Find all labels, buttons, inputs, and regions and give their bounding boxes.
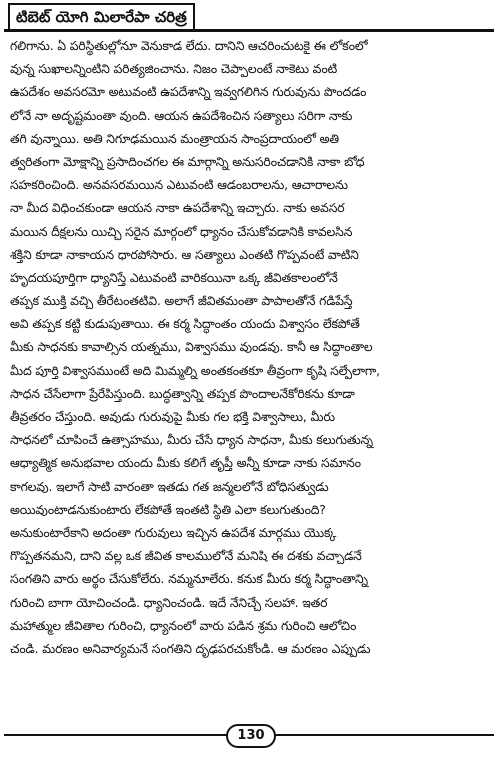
text-line: సాధన చేసేలాగా ప్రేరేపిస్తుంది. బుద్ధత్వాన్ని తప్పక పొందాలనేకోరికను కూడా (10, 385, 355, 401)
text-line: సంగతిని వారు అర్థం చేసుకోలేరు. నమ్మనూలేరు. కనుక మీరు కర్మ సిద్ధాంతాన్ని (10, 571, 368, 587)
book-title: టిబెట్ యోగి మిలారేపా చరిత్ర (8, 3, 195, 29)
page-number: 130 (226, 724, 276, 748)
text-line: సహకరించింది. అనవసరమయిన ఎటువంటి ఆడంబరాలను, ఆచారాలను (10, 177, 348, 193)
text-line: కాగలవు. ఇలాగే సాటి వారంతా ఇతడు గత జన్మలలోనే బోధిసత్వుడు (10, 478, 329, 494)
text-line: మీద పూర్తి విశ్వాసముంటే అది మిమ్మల్ని అంతకంతకూ తీవ్రంగా కృషి సల్పేలాగా, (10, 362, 380, 378)
text-line: ఉపదేశం అవసరమో అటువంటి ఉపదేశాన్ని ఇవ్వగలిగిన గురువును పొందడం (10, 84, 367, 100)
running-header (4, 3, 494, 32)
text-line: లోనే నా అదృష్టమంతా వుంది. ఆయన ఉపదేశించిన సత్యాలు సరిగా నాకు (10, 107, 353, 123)
text-line: నా మీద విధించకుండా ఆయన నాకా ఉపదేశాన్ని ఇచ్చారు. నాకు అవసర (10, 200, 345, 216)
text-line: ఆధ్యాత్మిక అనుభవాల యందు మీకు కలిగే తృప్తీ అన్నీ కూడా నాకు సమానం (10, 455, 361, 471)
text-line: తప్పక ముక్తి వచ్చి తీరేటంతటివి. అలాగే జీవితమంతా పాపాలతోనే గడిపేస్తే (10, 293, 353, 309)
text-line: హృదయపూర్తిగా ధ్యానిస్తే ఎటువంటి వారికయినా ఒక్క జీవితకాలంలోనే (10, 269, 338, 285)
text-line: తీవ్రతరం చేస్తుంది. అవుడు గురువుపై మీకు గల భక్తి విశ్వాసాలు, మీరు (10, 409, 335, 424)
text-line: వున్న సుఖాలన్నింటిని పరిత్యజించాను. నిజం చెప్పాలంటే నాకెటు వంటి (10, 61, 338, 77)
text-line: మయిన దీక్షలను యిచ్చి సరైన మార్గంలో ధ్యానం చేసుకోవడానికి కావలసిన (10, 223, 353, 239)
text-line: త్వరితంగా మోక్షాన్ని ప్రసాదించగల ఈ మార్గాన్ని అనుసరించడానికి నాకా బోధ (10, 153, 365, 169)
text-line: చండి. మరణం అనివార్యమనే సంగతిని దృఢపరచుకోండి. ఆ మరణం ఎప్పుడు (10, 640, 371, 656)
text-line: గలిగాను. ఏ పరిస్థితుల్లోనూ వెనుకాడ లేదు. దానిని ఆచరించుటకై ఈ లోకంలో (10, 38, 368, 53)
text-line: తగి వున్నాయి. అతి నిగూఢమయిన మంత్రాయన సాంప్రదాయంలో అతి (10, 130, 339, 146)
text-line: సాధనలో చూపించే ఉత్సాహము, మీరు చేసే ధ్యాన సాధనా, మీకు కలుగుతున్న (10, 432, 373, 448)
text-line: శక్తిని కూడా నాకాయన ధారపోసారు. ఆ సత్యాలు ఎంతటి గొప్పవంటే వాటిని (10, 246, 359, 262)
text-line: మహాత్ముల జీవితాల గురించి, ధ్యానంలో వారు పడిన శ్రమ గురించి ఆలోచిం (10, 617, 357, 633)
text-line: గురించి బాగా యోచించండి. ధ్యానించండి. ఇదే నేనిచ్చే సలహా. ఇతర (10, 594, 328, 610)
text-line: గొప్పతనమని, దాని వల్ల ఒక జీవిత కాలములోనే మనిషి ఈ దశకు వచ్చాడనే (10, 548, 362, 564)
text-line: అయివుంటాడనుకుంటారు లేకపోతే ఇంతటి స్థితి ఎలా కలుగుతుంది? (10, 501, 326, 517)
body-text (10, 34, 492, 660)
text-line: మీకు సాధనకు కావాల్సిన యత్నము, విశ్వాసము వుండవు. కానీ ఆ సిద్ధాంతాల (10, 339, 373, 355)
text-line: అవి తప్పక కట్టి కుడుపుతాయి. ఈ కర్మ సిద్ధాంతం యందు విశ్వాసం లేకపోతే (10, 316, 360, 332)
text-line: అనుకుంటారేకాని అదంతా గురువులు ఇచ్చిన ఉపదేశ మార్గము యొక్క (10, 524, 337, 540)
